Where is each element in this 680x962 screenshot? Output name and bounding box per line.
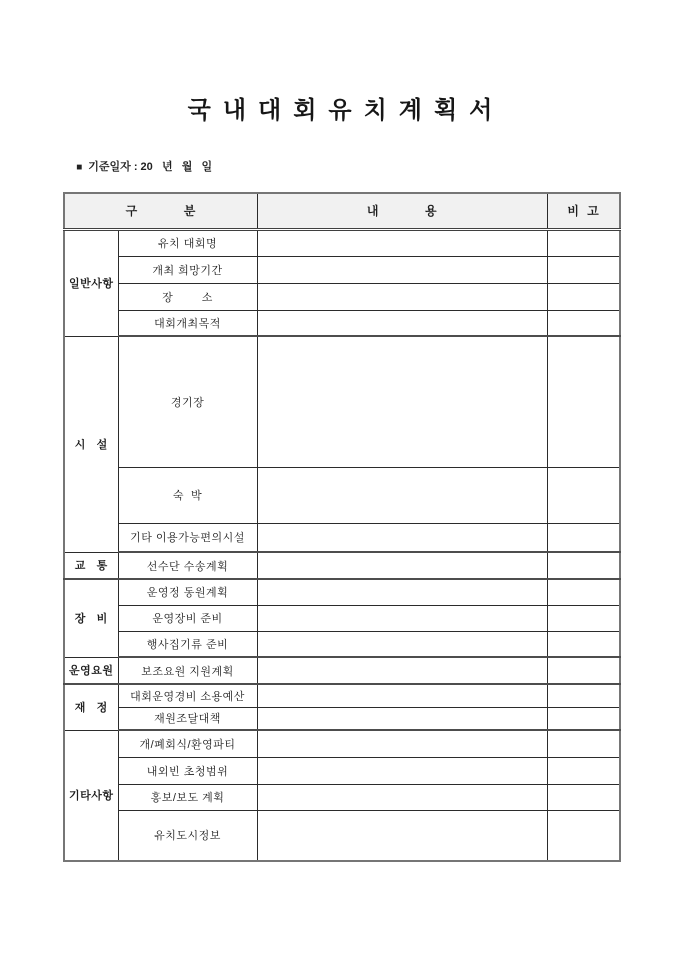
row-label: 운영정 동원계획 — [118, 579, 257, 605]
table-row — [64, 579, 620, 605]
section-label-facilities: 시 설 — [64, 336, 118, 552]
remarks-cell — [547, 657, 620, 684]
remarks-cell — [547, 336, 620, 467]
remarks-cell — [547, 784, 620, 810]
table-row — [64, 784, 620, 810]
row-label: 숙 박 — [118, 467, 257, 523]
row-label: 선수단 수송계획 — [118, 552, 257, 579]
page-title: 국내대회유치계획서 — [187, 97, 505, 124]
remarks-cell — [547, 757, 620, 784]
content-cell — [257, 684, 547, 707]
row-label: 내외빈 초청범위 — [118, 757, 257, 784]
content-cell — [257, 256, 547, 283]
section-label-transport: 교 통 — [64, 552, 118, 579]
square-bullet-icon: ■ — [76, 162, 83, 173]
content-cell — [257, 579, 547, 605]
section-label-staff: 운영요원 — [64, 657, 118, 684]
row-label: 유치도시정보 — [118, 810, 257, 861]
content-cell — [257, 810, 547, 861]
plan-form-table — [63, 192, 621, 862]
remarks-cell — [547, 283, 620, 310]
table-row — [64, 229, 620, 256]
header-cell-group: 구 분 — [64, 193, 257, 229]
table-row — [64, 631, 620, 657]
base-date-text: 기준일자 : 20 년 월 일 — [88, 161, 213, 173]
remarks-cell — [547, 256, 620, 283]
content-cell — [257, 283, 547, 310]
table-row — [64, 467, 620, 523]
content-cell — [257, 757, 547, 784]
content-cell — [257, 605, 547, 631]
row-label: 재원조달대책 — [118, 707, 257, 730]
section-label-others: 기타사항 — [64, 730, 118, 861]
base-date-line — [64, 146, 212, 186]
row-label: 대회개최목적 — [118, 310, 257, 336]
row-label: 홍보/보도 계획 — [118, 784, 257, 810]
row-label: 개/폐회식/환영파티 — [118, 730, 257, 757]
table-row — [64, 810, 620, 861]
table-row — [64, 523, 620, 552]
table-row — [64, 707, 620, 730]
remarks-cell — [547, 684, 620, 707]
content-cell — [257, 336, 547, 467]
table-row — [64, 757, 620, 784]
content-cell — [257, 631, 547, 657]
header-cell-content: 내 용 — [257, 193, 547, 229]
table-row — [64, 730, 620, 757]
remarks-cell — [547, 310, 620, 336]
remarks-cell — [547, 810, 620, 861]
remarks-cell — [547, 229, 620, 256]
remarks-cell — [547, 605, 620, 631]
table-row — [64, 552, 620, 579]
section-label-equipment: 장 비 — [64, 579, 118, 657]
remarks-cell — [547, 523, 620, 552]
content-cell — [257, 657, 547, 684]
remarks-cell — [547, 631, 620, 657]
content-cell — [257, 784, 547, 810]
row-label: 운영장비 준비 — [118, 605, 257, 631]
row-label: 경기장 — [118, 336, 257, 467]
content-cell — [257, 229, 547, 256]
content-cell — [257, 730, 547, 757]
content-cell — [257, 552, 547, 579]
content-cell — [257, 523, 547, 552]
remarks-cell — [547, 579, 620, 605]
table-row — [64, 256, 620, 283]
table-row — [64, 605, 620, 631]
table-row — [64, 283, 620, 310]
header-cell-remarks: 비 고 — [547, 193, 620, 229]
content-cell — [257, 707, 547, 730]
row-label: 개최 희망기간 — [118, 256, 257, 283]
row-label: 행사집기류 준비 — [118, 631, 257, 657]
content-cell — [257, 310, 547, 336]
remarks-cell — [547, 730, 620, 757]
remarks-cell — [547, 467, 620, 523]
content-cell — [257, 467, 547, 523]
table-header-row — [64, 193, 620, 229]
table-row — [64, 657, 620, 684]
row-label: 유치 대회명 — [118, 229, 257, 256]
section-label-general: 일반사항 — [64, 229, 118, 336]
section-label-finance: 재 정 — [64, 684, 118, 730]
remarks-cell — [547, 707, 620, 730]
row-label: 기타 이용가능편의시설 — [118, 523, 257, 552]
table-row — [64, 684, 620, 707]
table-row — [64, 310, 620, 336]
remarks-cell — [547, 552, 620, 579]
row-label: 보조요원 지원계획 — [118, 657, 257, 684]
row-label: 대회운영경비 소용예산 — [118, 684, 257, 707]
row-label: 장 소 — [118, 283, 257, 310]
table-row — [64, 336, 620, 467]
